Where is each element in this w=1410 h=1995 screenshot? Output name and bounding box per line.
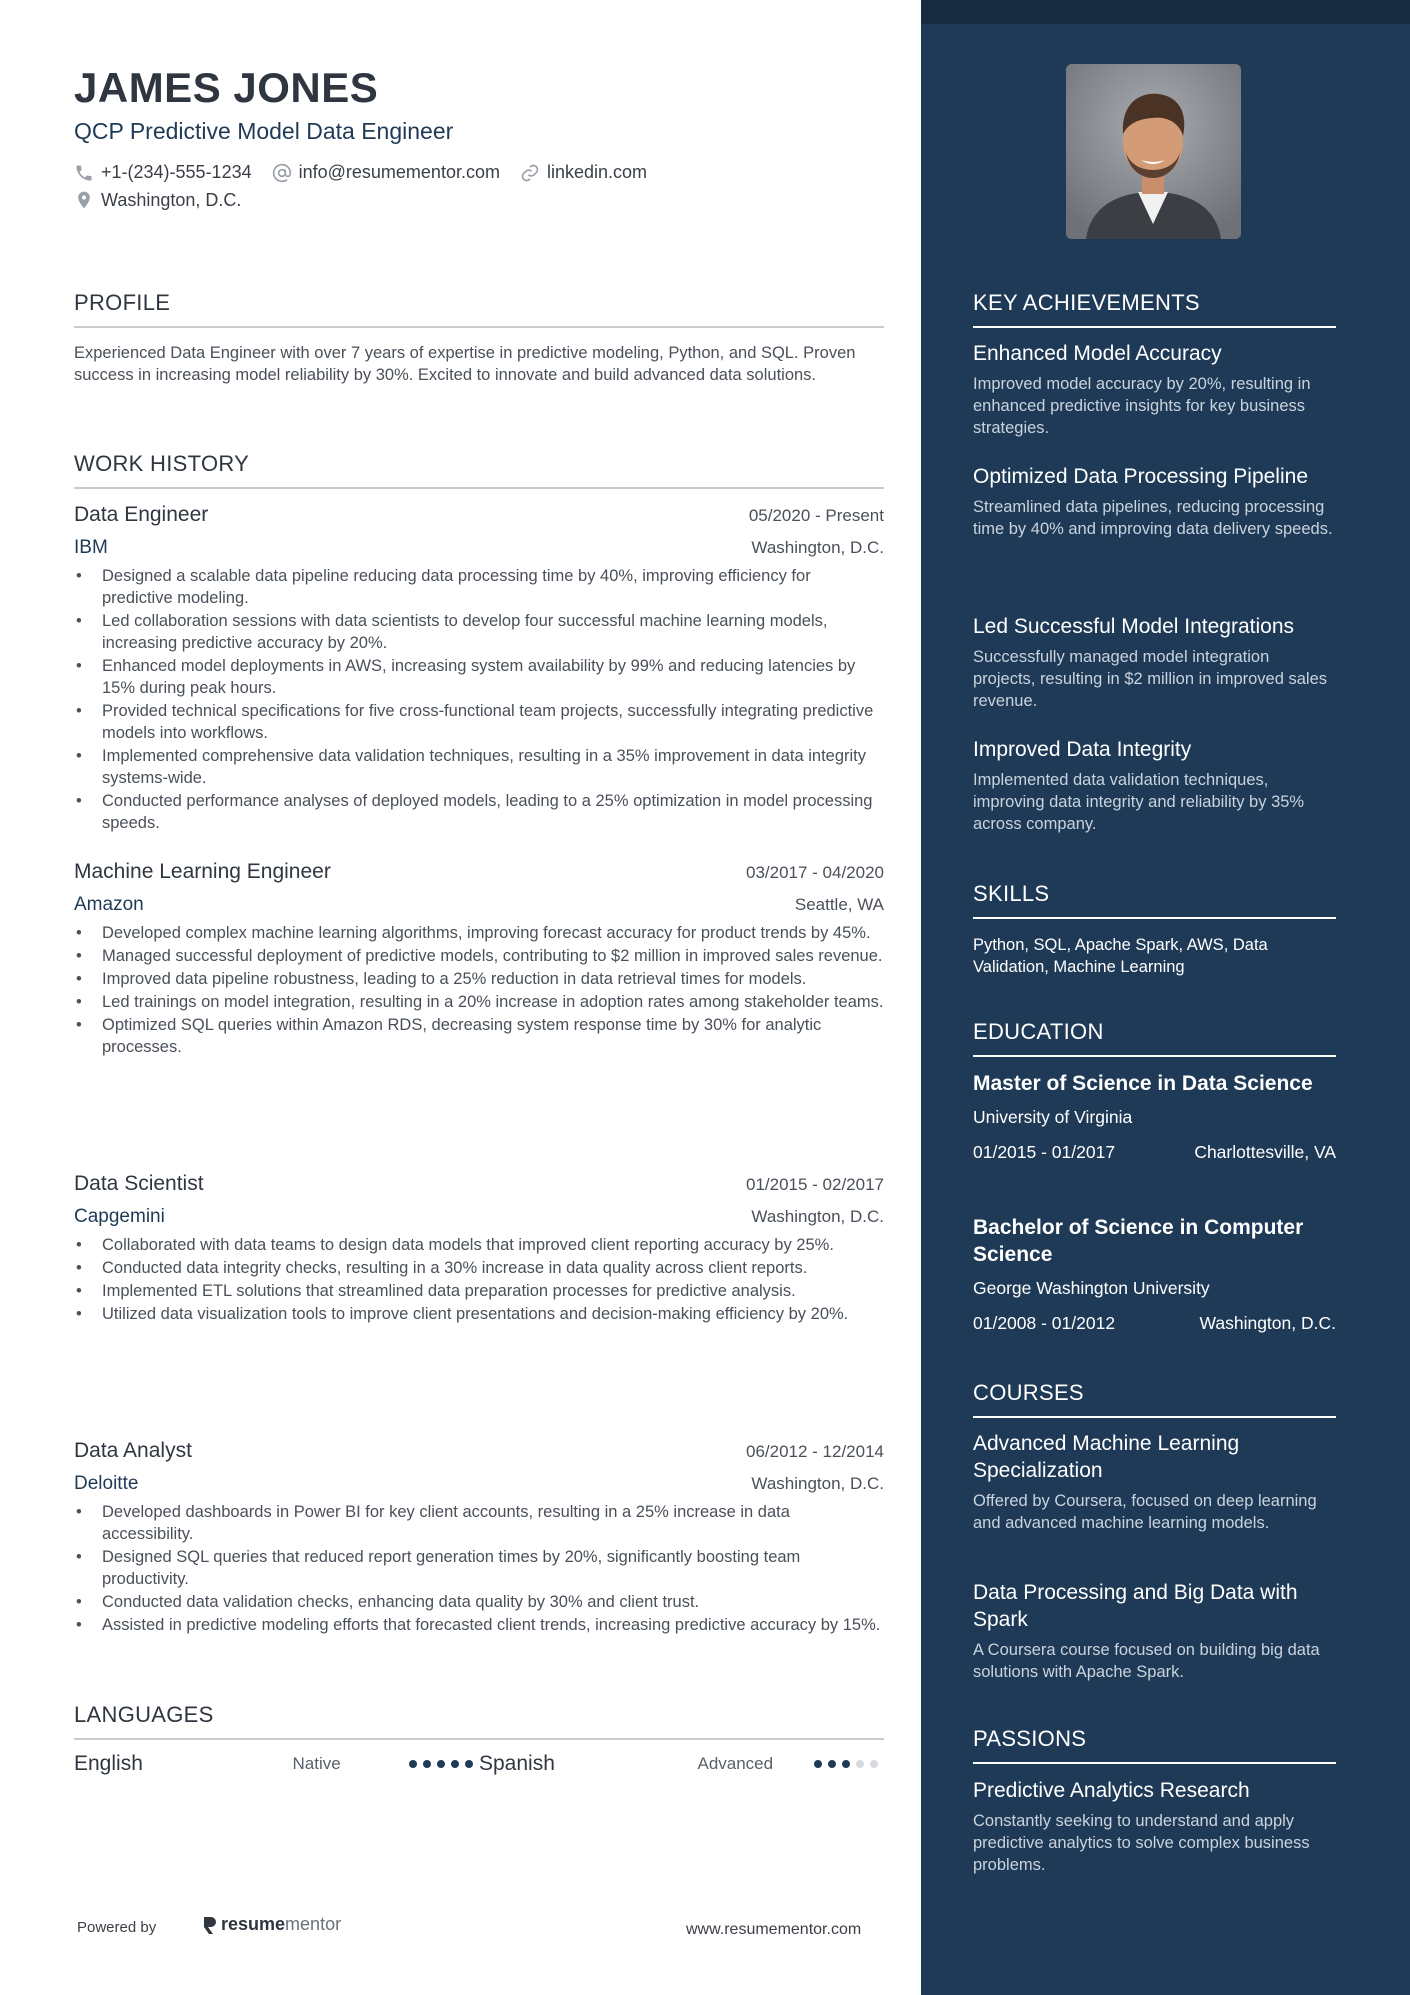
job-entry xyxy=(74,860,884,1059)
course-desc: Offered by Coursera, focused on deep learning and advanced machine learning models. xyxy=(973,1492,1317,1532)
language-rating xyxy=(409,1760,479,1768)
sidebar-top-bar xyxy=(921,0,1410,24)
achievement-item xyxy=(973,736,1336,835)
profile-heading: PROFILE xyxy=(74,290,884,328)
languages-list xyxy=(74,1752,884,1776)
contact-email xyxy=(272,162,500,183)
location-pin-icon xyxy=(74,189,94,211)
language-item xyxy=(74,1752,479,1776)
resumementor-logo[interactable] xyxy=(200,1914,341,1935)
course-title: Advanced Machine Learning Specialization xyxy=(973,1432,1240,1482)
education-dates: 01/2008 - 01/2012 xyxy=(973,1313,1116,1333)
job-entry xyxy=(74,1439,884,1637)
phone-text: +1-(234)-555-1234 xyxy=(101,162,252,182)
job-location: Washington, D.C. xyxy=(751,538,884,557)
achievements-heading: KEY ACHIEVEMENTS xyxy=(973,290,1336,328)
passion-item xyxy=(973,1777,1336,1876)
location-text: Washington, D.C. xyxy=(101,189,242,210)
email-link[interactable]: info@resumementor.com xyxy=(298,162,500,182)
rating-dot-filled xyxy=(437,1760,445,1768)
job-bullet: • Led trainings on model integration, resulting in a 20% increase in adoption rates among stakeholder teams. xyxy=(74,991,884,1013)
achievement-desc: Implemented data validation techniques, improving data integrity and reliability by 35% across company. xyxy=(973,771,1305,833)
language-level: Native xyxy=(292,1754,341,1773)
job-company: Amazon xyxy=(74,894,144,915)
achievement-item xyxy=(973,463,1336,540)
job-dates: 01/2015 - 02/2017 xyxy=(745,1175,884,1194)
resumementor-logo-icon xyxy=(200,1915,218,1935)
job-bullet: • Implemented ETL solutions that streamlined data preparation processes for predictive analysis. xyxy=(74,1280,884,1302)
rating-dot-filled xyxy=(842,1760,850,1768)
rating-dot-filled xyxy=(423,1760,431,1768)
rating-dot-empty xyxy=(870,1760,878,1768)
education-location: Washington, D.C. xyxy=(1199,1313,1336,1333)
courses-heading: COURSES xyxy=(973,1380,1336,1418)
job-bullet: • Designed a scalable data pipeline reducing data processing time by 40%, improving efficiency for predictive modeling. xyxy=(74,565,884,609)
achievement-title: Enhanced Model Accuracy xyxy=(973,342,1222,365)
job-company: IBM xyxy=(74,537,108,558)
profile-photo xyxy=(1066,64,1241,239)
at-sign-icon xyxy=(272,163,292,183)
language-level: Advanced xyxy=(697,1754,774,1773)
job-role: Machine Learning Engineer xyxy=(74,860,331,883)
job-bullet: • Implemented comprehensive data validation techniques, resulting in a 35% improvement in data integrity systems-wide. xyxy=(74,745,884,789)
rating-dot-filled xyxy=(828,1760,836,1768)
logo-text-mentor: mentor xyxy=(285,1914,342,1934)
job-bullet: • Provided technical specifications for five cross-functional team projects, successfully integrating predictive models into workflows. xyxy=(74,700,884,744)
achievement-desc: Successfully managed model integration projects, resulting in $2 million in improved sales revenue. xyxy=(973,648,1327,710)
job-dates: 06/2012 - 12/2014 xyxy=(745,1442,884,1461)
education-school: George Washington University xyxy=(973,1278,1210,1298)
job-bullet: • Conducted data validation checks, enhancing data quality by 30% and client trust. xyxy=(74,1591,884,1613)
job-bullet: • Improved data pipeline robustness, leading to a 25% reduction in data retrieval times for models. xyxy=(74,968,884,990)
rating-dot-empty xyxy=(856,1760,864,1768)
job-bullet: • Designed SQL queries that reduced report generation times by 20%, significantly boosting team productivity. xyxy=(74,1546,884,1590)
job-bullet: • Developed complex machine learning algorithms, improving forecast accuracy for product trends by 45%. xyxy=(74,922,884,944)
job-bullet: • Optimized SQL queries within Amazon RDS, decreasing system response time by 30% for analytic processes. xyxy=(74,1014,884,1058)
education-school: University of Virginia xyxy=(973,1107,1133,1127)
contact-linkedin xyxy=(520,162,647,183)
work-history-heading: WORK HISTORY xyxy=(74,451,884,489)
job-bullet: • Conducted performance analyses of deployed models, leading to a 25% optimization in model processing speeds. xyxy=(74,790,884,834)
education-dates: 01/2015 - 01/2017 xyxy=(973,1142,1116,1162)
achievement-title: Improved Data Integrity xyxy=(973,738,1192,761)
candidate-name: JAMES JONES xyxy=(74,64,379,111)
course-item xyxy=(973,1430,1336,1534)
language-rating xyxy=(814,1760,884,1768)
job-location: Washington, D.C. xyxy=(751,1207,884,1226)
achievement-item xyxy=(973,340,1336,439)
footer-url[interactable]: www.resumementor.com xyxy=(686,1921,862,1938)
job-entry xyxy=(74,503,884,835)
contact-row xyxy=(74,162,667,183)
job-bullet: • Led collaboration sessions with data scientists to develop four successful machine learning models, increasing predictive accuracy by 20%. xyxy=(74,610,884,654)
job-role: Data Analyst xyxy=(74,1439,192,1462)
profile-text: Experienced Data Engineer with over 7 years of expertise in predictive modeling, Python, and SQL. Proven success in increasing model reliability by 30%. Excited to innovate and build advanced data solutions. xyxy=(74,344,856,384)
job-entry xyxy=(74,1172,884,1326)
education-item xyxy=(973,1070,1336,1163)
course-title: Data Processing and Big Data with Spark xyxy=(973,1581,1298,1631)
passion-desc: Constantly seeking to understand and apply predictive analytics to solve complex business problems. xyxy=(973,1812,1310,1874)
job-company: Deloitte xyxy=(74,1473,139,1494)
achievement-title: Optimized Data Processing Pipeline xyxy=(973,465,1308,488)
job-dates: 03/2017 - 04/2020 xyxy=(745,863,884,882)
job-dates: 05/2020 - Present xyxy=(748,506,884,525)
job-company: Capgemini xyxy=(74,1206,165,1227)
job-location: Washington, D.C. xyxy=(751,1474,884,1493)
language-name: Spanish xyxy=(479,1752,555,1775)
course-item xyxy=(973,1579,1336,1683)
languages-heading: LANGUAGES xyxy=(74,1702,884,1740)
skills-text: Python, SQL, Apache Spark, AWS, Data Validation, Machine Learning xyxy=(973,936,1268,976)
linkedin-link[interactable]: linkedin.com xyxy=(546,162,648,182)
job-bullet: • Assisted in predictive modeling efforts that forecasted client trends, increasing predictive accuracy by 15%. xyxy=(74,1614,884,1636)
job-bullets xyxy=(74,565,884,834)
rating-dot-filled xyxy=(814,1760,822,1768)
logo-text-resume: resume xyxy=(221,1914,286,1934)
rating-dot-filled xyxy=(465,1760,473,1768)
achievement-title: Led Successful Model Integrations xyxy=(973,615,1295,638)
job-bullets xyxy=(74,1234,884,1325)
rating-dot-filled xyxy=(409,1760,417,1768)
job-bullet: • Conducted data integrity checks, resulting in a 30% increase in data quality across client reports. xyxy=(74,1257,884,1279)
achievement-desc: Streamlined data pipelines, reducing processing time by 40% and improving data delivery speeds. xyxy=(973,498,1333,538)
education-degree: Bachelor of Science in Computer Science xyxy=(973,1216,1304,1266)
job-bullets xyxy=(74,922,884,1058)
skills-heading: SKILLS xyxy=(973,881,1336,919)
link-icon xyxy=(520,163,540,183)
job-bullet: • Enhanced model deployments in AWS, increasing system availability by 99% and reducing latencies by 15% during peak hours. xyxy=(74,655,884,699)
contact-row-2 xyxy=(74,189,261,211)
candidate-title: QCP Predictive Model Data Engineer xyxy=(74,118,454,144)
education-degree: Master of Science in Data Science xyxy=(973,1072,1313,1095)
job-bullet: • Collaborated with data teams to design data models that improved client reporting accuracy by 25%. xyxy=(74,1234,884,1256)
education-location: Charlottesville, VA xyxy=(1194,1142,1336,1162)
passions-heading: PASSIONS xyxy=(973,1726,1336,1764)
language-name: English xyxy=(74,1752,143,1775)
job-bullet: • Utilized data visualization tools to improve client presentations and decision-making efficiency by 20%. xyxy=(74,1303,884,1325)
education-heading: EDUCATION xyxy=(973,1019,1336,1057)
language-item xyxy=(479,1752,884,1776)
rating-dot-filled xyxy=(451,1760,459,1768)
contact-location xyxy=(74,189,241,211)
job-role: Data Engineer xyxy=(74,503,209,526)
passion-title: Predictive Analytics Research xyxy=(973,1779,1250,1802)
powered-by-text: Powered by xyxy=(77,1919,157,1936)
contact-phone xyxy=(74,162,252,183)
job-bullet: • Managed successful deployment of predictive models, contributing to $2 million in improved sales revenue. xyxy=(74,945,884,967)
job-location: Seattle, WA xyxy=(794,895,884,914)
achievement-desc: Improved model accuracy by 20%, resulting in enhanced predictive insights for key business strategies. xyxy=(973,375,1311,437)
education-item xyxy=(973,1214,1336,1334)
course-desc: A Coursera course focused on building big data solutions with Apache Spark. xyxy=(973,1641,1320,1681)
job-role: Data Scientist xyxy=(74,1172,204,1195)
job-bullet: • Developed dashboards in Power BI for key client accounts, resulting in a 25% increase in data accessibility. xyxy=(74,1501,884,1545)
person-portrait-icon xyxy=(1066,64,1241,239)
achievement-item xyxy=(973,613,1336,712)
job-bullets xyxy=(74,1501,884,1636)
phone-icon xyxy=(74,163,94,183)
